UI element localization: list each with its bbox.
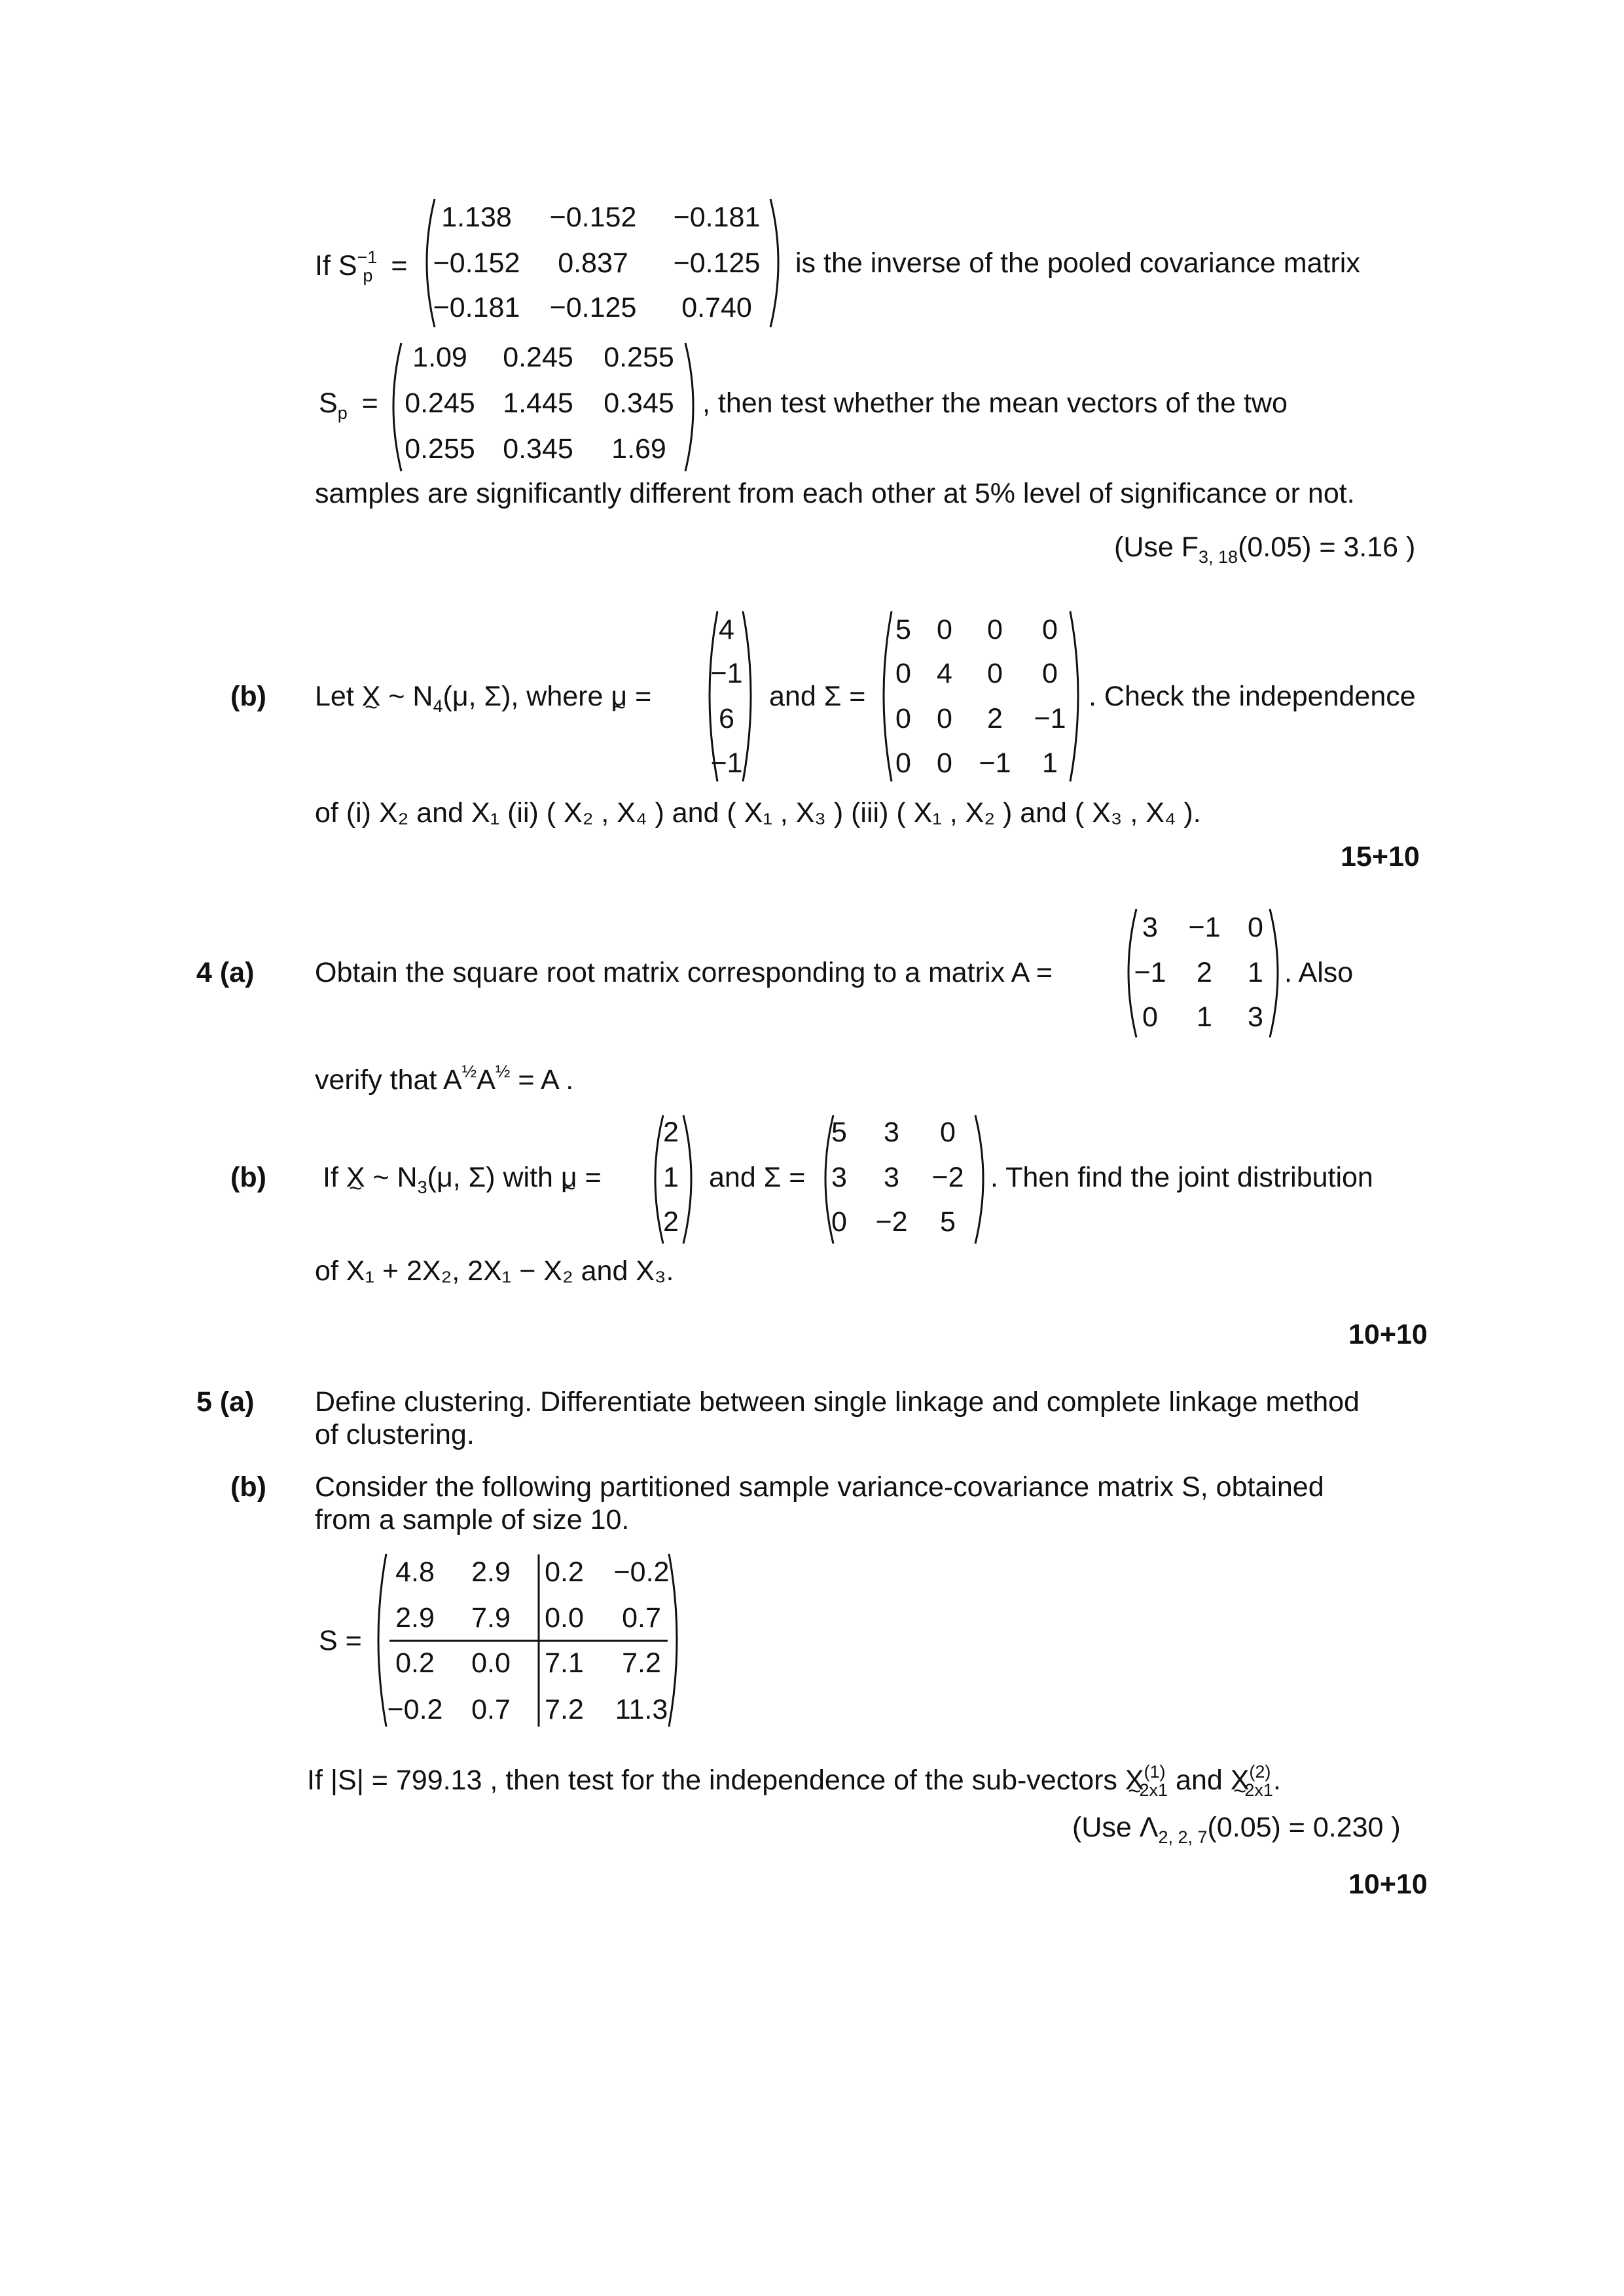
- check-independence-text: . Check the independence: [1089, 681, 1416, 712]
- matrix-cell: −1: [710, 747, 743, 779]
- sp-label: $S_p$ =: [319, 387, 378, 423]
- verify-text: verify that $A^{\frac{1}{2}}A^{\frac{1}{2}} = A$ .: [315, 1062, 574, 1096]
- right-paren: [769, 196, 789, 331]
- question-label-5a: 5 (a): [196, 1386, 255, 1418]
- matrix-cell: −0.181: [433, 292, 520, 323]
- matrix-cell: 0.837: [558, 247, 628, 279]
- q3b-statement: Let X ~ ~ $N_4(\mu$, Σ), where μ ~ =: [315, 681, 651, 717]
- matrix-cell: −0.152: [433, 247, 520, 279]
- matrix-cell: −0.152: [549, 202, 637, 233]
- matrix-cell: 2: [987, 703, 1003, 734]
- matrix-cell: −1: [710, 658, 743, 689]
- q5b-line1: Consider the following partitioned sample variance-covariance matrix S, obtained: [315, 1471, 1324, 1503]
- matrix-cell: 11.3: [615, 1694, 668, 1725]
- matrix-cell: −0.125: [673, 247, 761, 279]
- also-text: . Also: [1284, 957, 1354, 988]
- matrix-cell: 1: [1042, 747, 1058, 779]
- matrix-cell: 4: [719, 614, 734, 645]
- matrix-cell: 0: [895, 703, 911, 734]
- matrix-cell: 7.1: [545, 1647, 584, 1679]
- right-paren: [668, 1551, 687, 1731]
- matrix-cell: −0.125: [549, 292, 637, 323]
- matrix-cell: −2: [931, 1162, 964, 1193]
- matrix-cell: −2: [875, 1206, 908, 1238]
- matrix-cell: 2: [1197, 957, 1212, 988]
- matrix-cell: 0.2: [545, 1556, 584, 1588]
- matrix-cell: 3: [1248, 1001, 1263, 1033]
- matrix-cell: 0.345: [503, 433, 573, 465]
- and-sigma-text: and Σ =: [769, 681, 866, 712]
- matrix-cell: 0.0: [545, 1602, 584, 1634]
- right-paren: [682, 1113, 702, 1247]
- matrix-cell: −1: [1188, 912, 1221, 943]
- matrix-cell: 0: [895, 658, 911, 689]
- matrix-cell: 0: [940, 1117, 956, 1148]
- marks-q5: 10+10: [1348, 1869, 1428, 1900]
- matrix-cell: 3: [831, 1162, 847, 1193]
- matrix-cell: 0: [987, 614, 1003, 645]
- matrix-cell: 7.2: [622, 1647, 661, 1679]
- matrix-cell: 7.2: [545, 1694, 584, 1725]
- matrix-cell: 0: [1142, 1001, 1158, 1033]
- matrix-cell: 0: [895, 747, 911, 779]
- matrix-cell: 1: [663, 1162, 679, 1193]
- question-label-4a: 4 (a): [196, 957, 255, 988]
- right-paren: [684, 340, 704, 475]
- matrix-cell: 0.245: [503, 342, 573, 373]
- matrix-cell: 3: [884, 1117, 899, 1148]
- matrix-cell: 3: [1142, 912, 1158, 943]
- matrix-cell: −1: [1034, 703, 1066, 734]
- and-sigma-text: and Σ =: [709, 1162, 806, 1193]
- matrix-cell: 0.255: [405, 433, 475, 465]
- matrix-cell: 1.69: [611, 433, 666, 465]
- q5a-line2: of clustering.: [315, 1419, 475, 1450]
- matrix-cell: −1: [979, 747, 1011, 779]
- matrix-cell: 0: [937, 614, 952, 645]
- then-test-text: , then test whether the mean vectors of the two: [702, 387, 1288, 419]
- matrix-cell: −0.2: [387, 1694, 443, 1725]
- matrix-cell: 5: [940, 1206, 956, 1238]
- matrix-cell: 1.09: [412, 342, 467, 373]
- question-label-4b: (b): [230, 1162, 266, 1193]
- matrix-cell: 0.245: [405, 387, 475, 419]
- matrix-cell: 0: [937, 747, 952, 779]
- question-label-5b: (b): [230, 1471, 266, 1503]
- marks-q3: 15+10: [1341, 841, 1420, 872]
- matrix-cell: 5: [831, 1117, 847, 1148]
- matrix-cell: −0.2: [613, 1556, 670, 1588]
- matrix-cell: 0.0: [471, 1647, 511, 1679]
- right-paren: [1069, 609, 1089, 785]
- matrix-cell: 0.2: [395, 1647, 435, 1679]
- q5b-test-text: If |S| = 799.13 , then test for the independence of the sub-vectors X ~$^{(1)}_{2x1}$ and X ~$^{(2)}_{2x1}$.: [307, 1762, 1281, 1801]
- matrix-cell: 2.9: [395, 1602, 435, 1634]
- matrix-cell: 4: [937, 658, 952, 689]
- matrix-cell: −1: [1134, 957, 1166, 988]
- matrix-cell: 1: [1248, 957, 1263, 988]
- matrix-cell: 6: [719, 703, 734, 734]
- then-find-text: . Then find the joint distribution: [990, 1162, 1373, 1193]
- q3b-of-line: of (i) X₂ and X₁ (ii) ( X₂ , X₄ ) and ( X₁ , X₃ ) (iii) ( X₁ , X₂ ) and ( X₃ , X₄ ).: [315, 797, 1201, 829]
- matrix-cell: 0: [831, 1206, 847, 1238]
- right-paren: [742, 609, 761, 785]
- matrix-cell: 4.8: [395, 1556, 435, 1588]
- samples-text: samples are significantly different from each other at 5% level of significance or not.: [315, 478, 1355, 509]
- matrix-cell: 0: [937, 703, 952, 734]
- use-lambda-text: (Use $\Lambda_{2, 2, 7}(0.05) = 0.230$ ): [1072, 1812, 1401, 1847]
- marks-q4: 10+10: [1348, 1319, 1428, 1350]
- matrix-cell: 2: [663, 1206, 679, 1238]
- q4a-text: Obtain the square root matrix corresponding to a matrix A =: [315, 957, 1053, 988]
- matrix-cell: 7.9: [471, 1602, 511, 1634]
- question-label-3b: (b): [230, 681, 266, 712]
- matrix-cell: 3: [884, 1162, 899, 1193]
- left-paren: [873, 609, 893, 785]
- matrix-cell: 0: [1248, 912, 1263, 943]
- s-label: S =: [319, 1625, 362, 1657]
- sp-inverse-label: If $S^{-1}_p$ =: [315, 247, 408, 285]
- q4b-of-line: of X₁ + 2X₂, 2X₁ − X₂ and X₃.: [315, 1255, 674, 1287]
- matrix-cell: 0.255: [604, 342, 674, 373]
- matrix-cell: 2: [663, 1117, 679, 1148]
- partition-lines: [386, 1551, 674, 1731]
- inverse-text: is the inverse of the pooled covariance matrix: [795, 247, 1360, 279]
- left-paren: [383, 340, 403, 475]
- q5b-line2: from a sample of size 10.: [315, 1504, 630, 1535]
- q4b-statement: If X ~ ~ $N_3(\mu$, Σ) with μ ~ =: [323, 1162, 602, 1198]
- matrix-cell: 1.138: [441, 202, 512, 233]
- matrix-cell: 0: [1042, 614, 1058, 645]
- use-f-text: (Use $F_{3, 18}(0.05) = 3.16$ ): [1114, 531, 1416, 567]
- matrix-cell: 0.740: [681, 292, 752, 323]
- left-paren: [368, 1551, 388, 1731]
- matrix-cell: 1: [1197, 1001, 1212, 1033]
- matrix-cell: 0.7: [471, 1694, 511, 1725]
- q5a-line1: Define clustering. Differentiate between single linkage and complete linkage method: [315, 1386, 1360, 1418]
- matrix-cell: 0: [987, 658, 1003, 689]
- matrix-cell: 0: [1042, 658, 1058, 689]
- matrix-cell: −0.181: [673, 202, 761, 233]
- matrix-cell: 1.445: [503, 387, 573, 419]
- left-paren: [645, 1113, 664, 1247]
- matrix-cell: 2.9: [471, 1556, 511, 1588]
- matrix-cell: 5: [895, 614, 911, 645]
- matrix-cell: 0.7: [622, 1602, 661, 1634]
- matrix-cell: 0.345: [604, 387, 674, 419]
